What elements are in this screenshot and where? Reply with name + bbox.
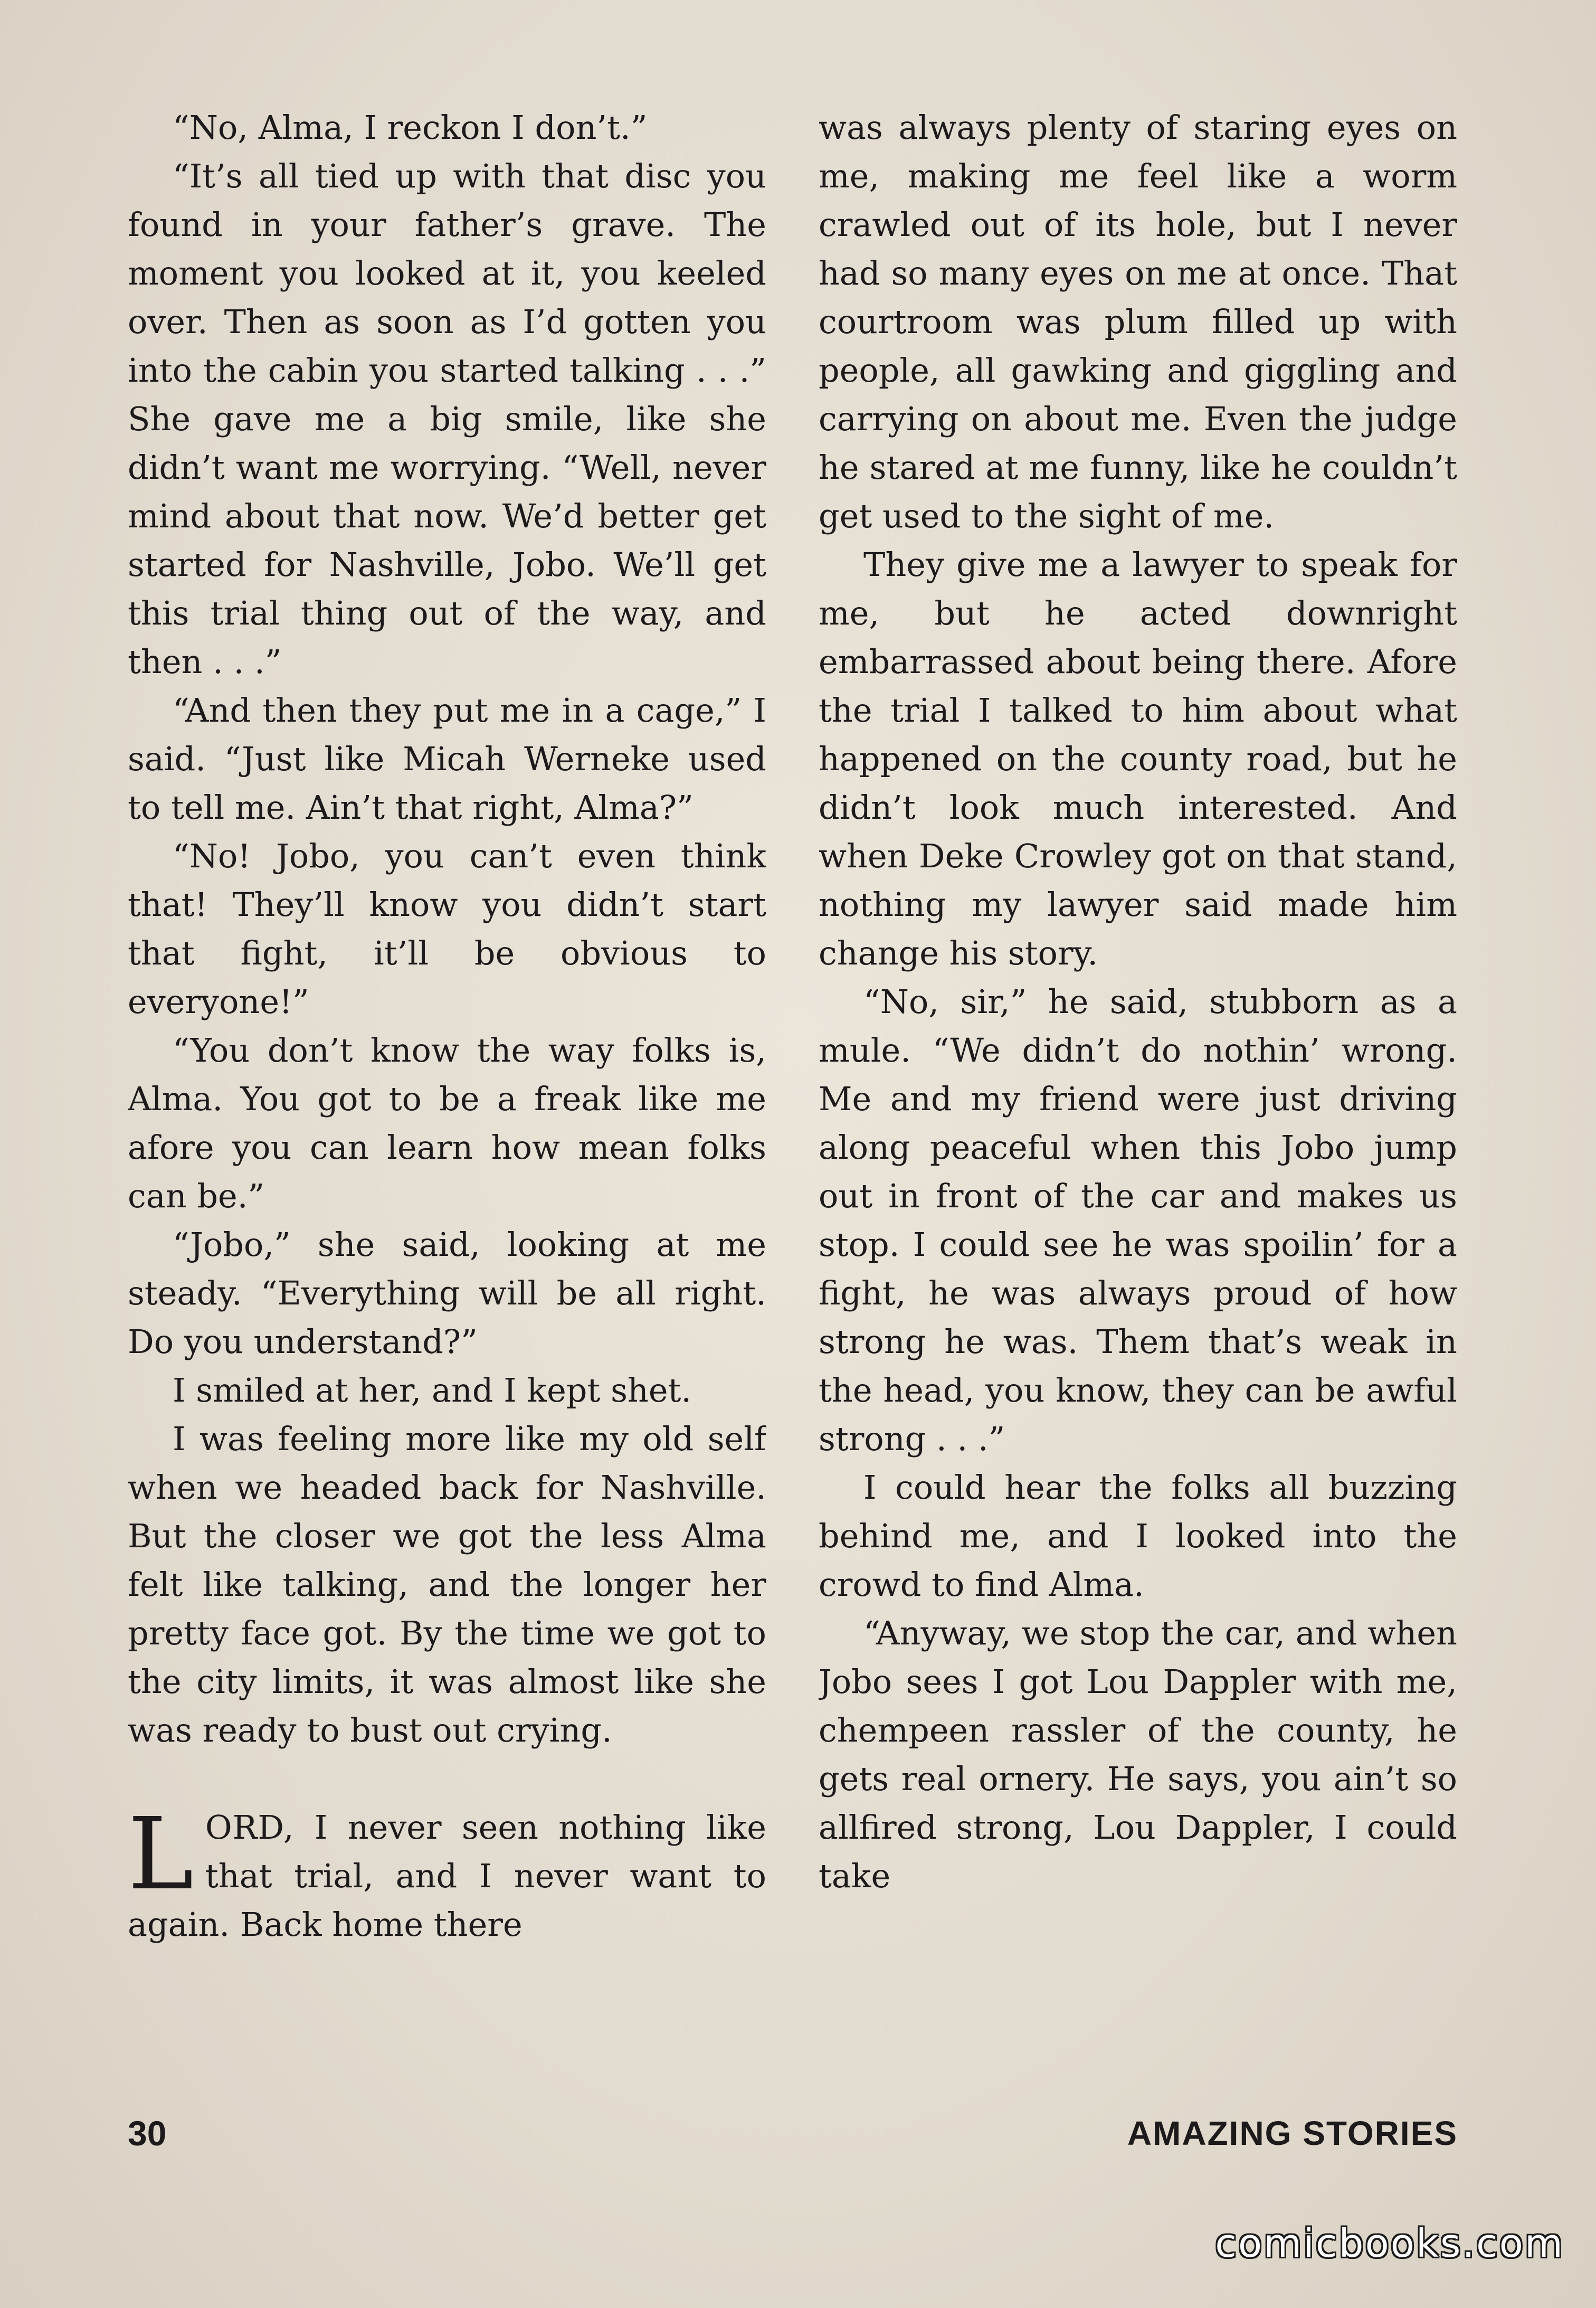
paragraph: “It’s all tied up with that disc you found in your father’s grave. The moment you looked at it, you keeled over. Then as soon as I’d gotten you into the cabin you started talking . . .” She gave me a big smile, like she didn’t want me worrying. “Well, never mind about that now. We’d better get started for Nashville, Jobo. We’ll get this trial thing out of the way, and then . . .”	[128, 157, 766, 681]
paragraph-text: I never seen nothing like that trial, and I never want to again. Back home there	[128, 1808, 766, 1944]
section-break	[128, 1755, 766, 1803]
paragraph: “Jobo,” she said, looking at me steady. “Everything will be all right. Do you understand?”	[128, 1225, 766, 1361]
paragraph: “No, sir,” he said, stubborn as a mule. “We didn’t do nothin’ wrong. Me and my friend were just driving along peaceful when this Jobo jump out in front of the car and makes us stop. I could see he was spoilin’ for a fight, he was always proud of how strong he was. Them that’s weak in the head, you know, they can be awful strong . . .”	[819, 982, 1457, 1458]
watermark: comicbooks.com	[1215, 2221, 1564, 2266]
paragraph: I could hear the folks all buzzing behind me, and I looked into the crowd to find Alma.	[819, 1468, 1457, 1604]
paragraph: I was feeling more like my old self when we headed back for Nashville. But the closer we got the less Alma felt like talking, and the longer her pretty face got. By the time we got to the city limits, it was almost like she was ready to bust out crying.	[128, 1420, 766, 1749]
paragraph: “No! Jobo, you can’t even think that! They’ll know you didn’t start that fight, it’ll be obvious to everyone!”	[128, 837, 766, 1021]
paragraph: “And then they put me in a cage,” I said. “Just like Micah Werneke used to tell me. Ain’t that right, Alma?”	[128, 691, 766, 827]
paragraph: “No, Alma, I reckon I don’t.”	[173, 108, 648, 147]
paragraph: They give me a lawyer to speak for me, but he acted downright embarrassed about being there. Afore the trial I talked to him about what happened on the county road, but he didn’t look much interested. And when Deke Crowley got on that stand, nothing my lawyer said made him change his story.	[819, 545, 1457, 972]
paragraph: was always plenty of staring eyes on me, making me feel like a worm crawled out of its hole, but I never had so many eyes on me at once. That courtroom was plum filled up with people, all gawking and giggling and carrying on about me. Even the judge he stared at me funny, like he couldn’t get used to the sight of me.	[819, 108, 1457, 535]
dropcap-paragraph	[128, 1796, 766, 1949]
small-caps-word: ORD,	[205, 1808, 294, 1847]
paragraph: “Anyway, we stop the car, and when Jobo sees I got Lou Dappler with me, chempeen rassler of the county, he gets real ornery. He says, you ain’t so allfired strong, Lou Dappler, I could take	[819, 1614, 1457, 1895]
page-number: 30	[128, 2114, 167, 2153]
right-text-column	[819, 103, 1457, 2088]
page-footer	[128, 2110, 1458, 2157]
running-title: AMAZING STORIES	[1127, 2114, 1458, 2152]
paragraph: “You don’t know the way folks is, Alma. You got to be a freak like me afore you can learn how mean folks can be.”	[128, 1031, 766, 1215]
drop-cap: L	[128, 1796, 194, 1912]
paragraph: I smiled at her, and I kept shet.	[173, 1371, 692, 1410]
left-text-column	[128, 103, 766, 2088]
